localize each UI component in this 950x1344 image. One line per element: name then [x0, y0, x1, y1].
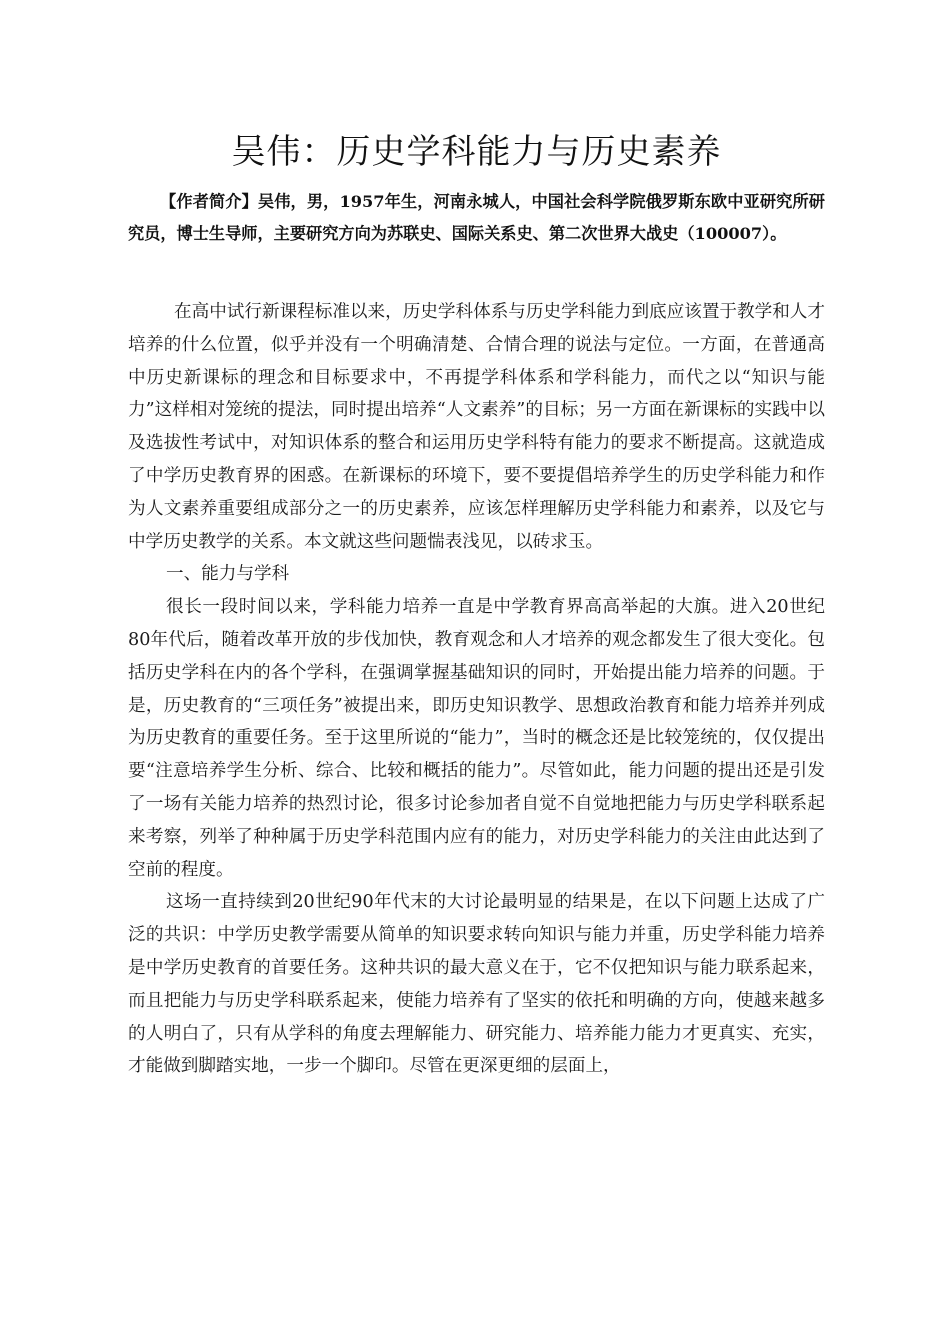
author-introduction: 【作者简介】吴伟，男，1957年生，河南永城人，中国社会科学院俄罗斯东欧中亚研究所研究员，博士生导师，主要研究方向为苏联史、国际关系史、第二次世界大战史（100007）。	[128, 192, 825, 243]
section-heading: 一、能力与学科	[166, 564, 290, 585]
body-paragraph: 很长一段时间以来，学科能力培养一直是中学教育界高高举起的大旗。进入20世纪80年代后，随着改革开放的步伐加快，教育观念和人才培养的观念都发生了很大变化。包括历史学科在内的各个学科，在强调掌握基础知识的同时，开始提出能力培养的问题。于是，历史教育的“三项任务”被提出来，即历史知识教学、思想政治教育和能力培养并列成为历史教育的重要任务。至于这里所说的“能力”，当时的概念还是比较笼统的，仅仅提出要“注意培养学生分析、综合、比较和概括的能力”。尽管如此，能力问题的提出还是引发了一场有关能力培养的热烈讨论，很多讨论参加者自觉不自觉地把能力与历史学科联系起来考察，列举了种种属于历史学科范围内应有的能力，对历史学科能力的关注由此达到了空前的程度。	[128, 597, 825, 880]
document-title: 吴伟：历史学科能力与历史素养	[231, 132, 722, 172]
document-body	[128, 296, 825, 1083]
body-paragraph: 这场一直持续到20世纪90年代末的大讨论最明显的结果是，在以下问题上达成了广泛的共识：中学历史教学需要从简单的知识要求转向知识与能力并重，历史学科能力培养是中学历史教育的首要任务。这种共识的最大意义在于，它不仅把知识与能力联系起来，而且把能力与历史学科联系起来，使能力培养有了坚实的依托和明确的方向，使越来越多的人明白了，只有从学科的角度去理解能力、研究能力、培养能力能力才更真实、充实，才能做到脚踏实地，一步一个脚印。尽管在更深更细的层面上，	[128, 892, 825, 1077]
body-paragraph: 在高中试行新课程标准以来，历史学科体系与历史学科能力到底应该置于教学和人才培养的什么位置，似乎并没有一个明确清楚、合情合理的说法与定位。一方面，在普通高中历史新课标的理念和目标要求中，不再提学科体系和学科能力，而代之以“知识与能力”这样相对笼统的提法，同时提出培养“人文素养”的目标；另一方面在新课标的实践中以及选拔性考试中，对知识体系的整合和运用历史学科特有能力的要求不断提高。这就造成了中学历史教育界的困惑。在新课标的环境下，要不要提倡培养学生的历史学科能力和作为人文素养重要组成部分之一的历史素养，应该怎样理解历史学科能力和素养，以及它与中学历史教学的关系。本文就这些问题惴表浅见，以砖求玉。	[128, 302, 825, 552]
